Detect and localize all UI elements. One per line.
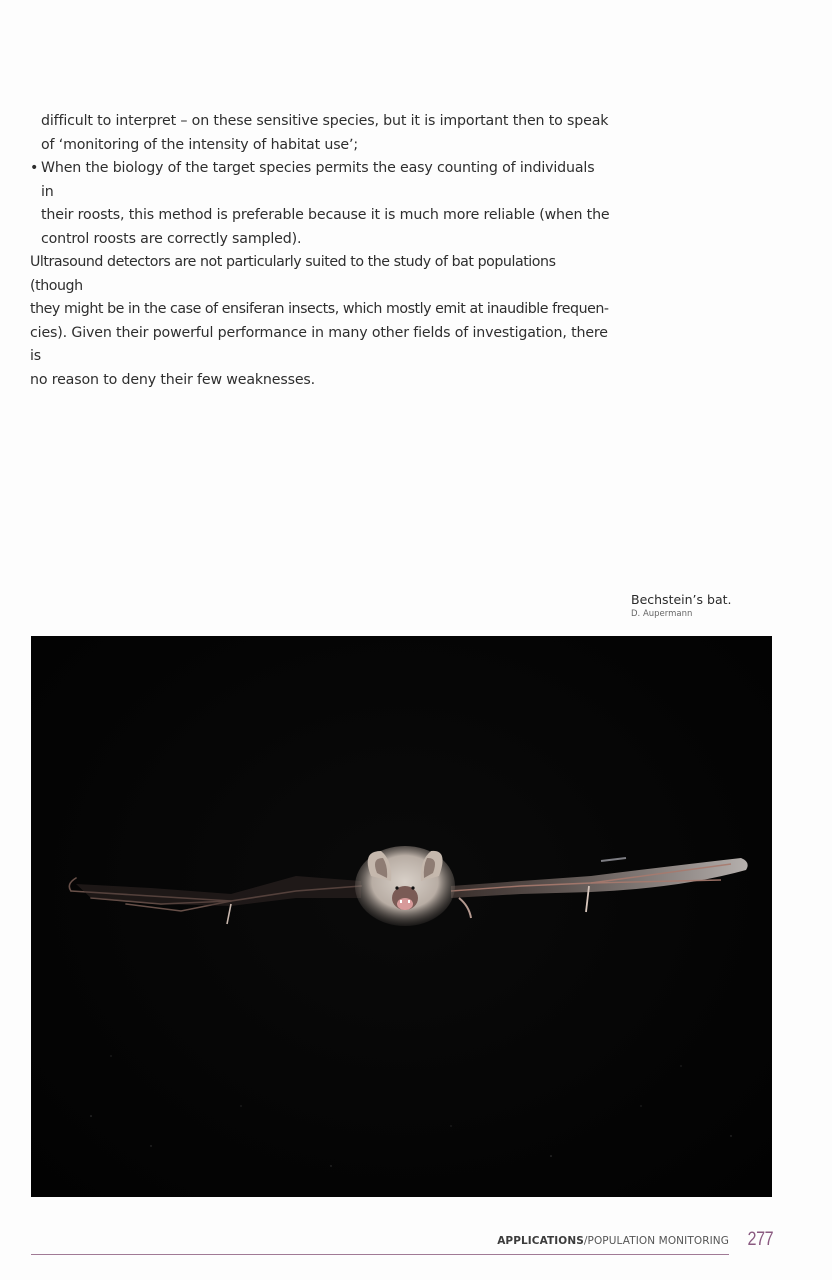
running-head	[497, 1235, 729, 1247]
page-footer	[31, 1230, 776, 1260]
running-head-separator: /	[583, 1235, 588, 1247]
paragraph-line: they might be in the case of ensiferan insects, which mostly emit at inaudible frequen-	[30, 301, 609, 317]
body-text	[30, 110, 610, 392]
bullet-item	[30, 157, 610, 251]
paragraph-line: Ultrasound detectors are not particularly suited to the study of bat populations (though	[30, 254, 556, 294]
figure-caption	[631, 592, 732, 620]
bullet-continuation-line-1: difficult to interpret – on these sensitive species, but it is important then to speak	[41, 113, 609, 129]
bat-photo	[31, 636, 772, 1197]
bullet-line: control roosts are correctly sampled).	[41, 230, 302, 247]
footer-rule	[31, 1254, 729, 1255]
photo-credit: D. Aupermann	[631, 609, 693, 619]
bullet-icon: •	[30, 160, 39, 176]
paragraph-line: no reason to deny their few weaknesses.	[30, 371, 316, 388]
bullet-continuation-line-2: of ʻmonitoring of the intensity of habitat useʼ;	[41, 136, 358, 153]
running-head-section: APPLICATIONS	[497, 1235, 584, 1247]
bullet-line: their roosts, this method is preferable because it is much more reliable (when the	[41, 207, 610, 223]
page-number: 277	[747, 1229, 773, 1250]
running-head-subsection: POPULATION MONITORING	[587, 1235, 729, 1247]
caption-title: Bechstein’s bat.	[631, 592, 732, 607]
paragraph	[30, 251, 610, 392]
bat-illustration-icon	[31, 636, 772, 1197]
bullet-line: When the biology of the target species permits the easy counting of individuals in	[41, 160, 595, 200]
paragraph-line: cies). Given their powerful performance in many other fields of investigation, there is	[30, 324, 608, 364]
